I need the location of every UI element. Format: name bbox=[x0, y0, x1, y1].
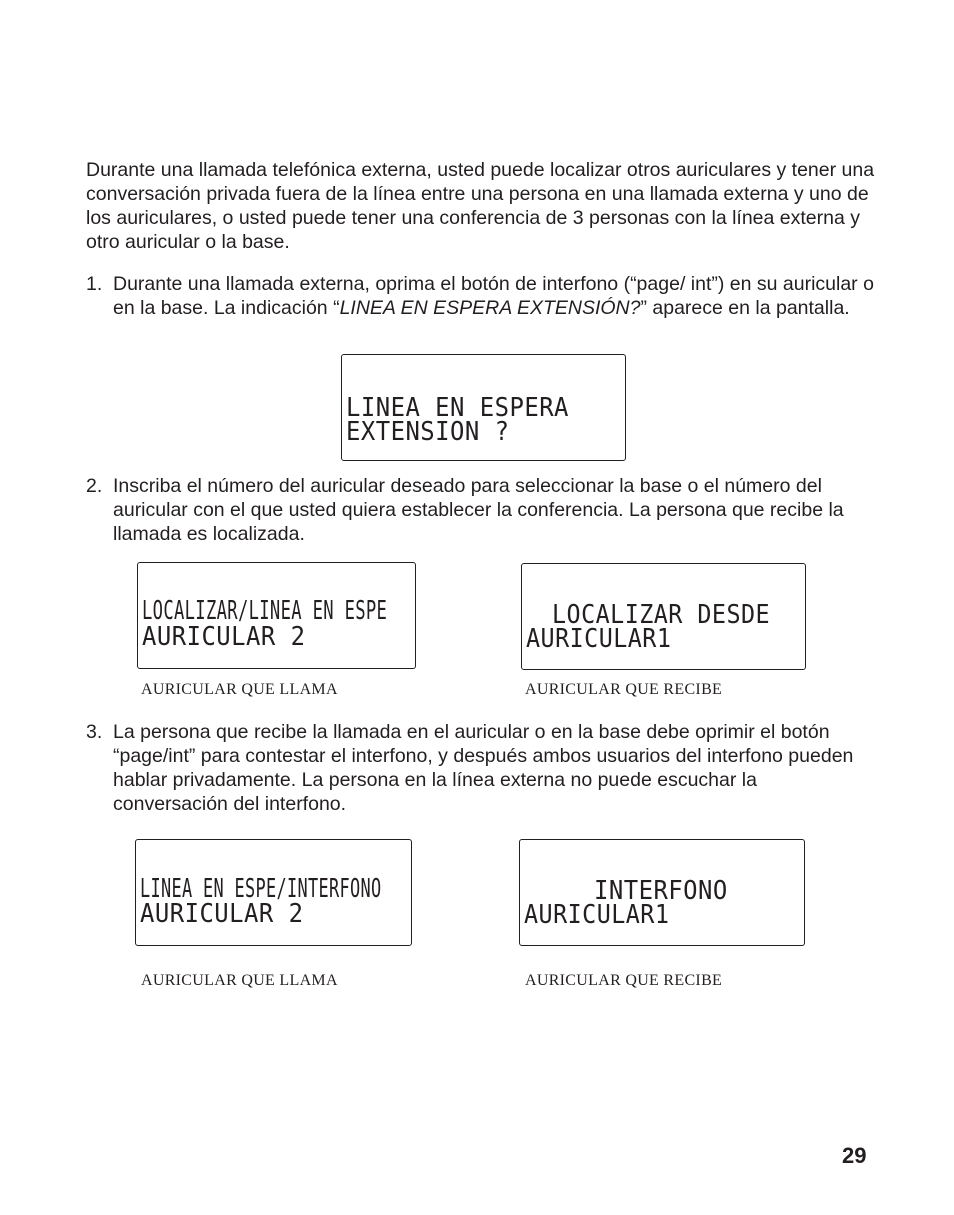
caption-calling-handset: AURICULAR QUE LLAMA bbox=[141, 681, 338, 698]
lcd-line-1: LOCALIZAR/LINEA EN ESPE bbox=[142, 596, 388, 626]
lcd-display-hold bbox=[341, 354, 626, 461]
step-number: 1. bbox=[86, 273, 103, 295]
step-3 bbox=[86, 720, 876, 816]
lcd-display-receiving-intercom bbox=[519, 839, 805, 946]
step-number: 2. bbox=[86, 475, 103, 497]
caption-receiving-handset: AURICULAR QUE RECIBE bbox=[525, 972, 723, 989]
caption-receiving-handset: AURICULAR QUE RECIBE bbox=[525, 681, 723, 698]
step-number: 3. bbox=[86, 721, 103, 743]
lcd-display-calling-page bbox=[137, 562, 416, 669]
lcd-line-2: EXTENSION ? bbox=[346, 417, 510, 447]
lcd-line-2: AURICULAR 2 bbox=[142, 622, 306, 652]
step-1 bbox=[86, 272, 876, 320]
step-italic-text: LINEA EN ESPERA EXTENSIÓN? bbox=[339, 297, 641, 319]
lcd-display-receiving-page bbox=[521, 563, 806, 670]
lcd-line-1: INTERFONO bbox=[594, 876, 728, 906]
step-text: Durante una llamada externa, oprima el botón de interfono (“page/ int”) en su auricular o en la base. La indicación “LINEA EN ESPERA EXTENSIÓN?” aparece en la pantalla. bbox=[113, 273, 874, 319]
step-text: La persona que recibe la llamada en el auricular o en la base debe oprimir el botón “page/int” para contestar el interfono, y después ambos usuarios del interfono pueden hablar privadamente. La persona en la línea externa no puede escuchar la conversación del interfono. bbox=[113, 721, 854, 815]
lcd-line-2: AURICULAR1 bbox=[524, 900, 670, 930]
intro-paragraph: Durante una llamada telefónica externa, usted puede localizar otros auriculares y tener una conversación privada fuera de la línea entre una persona en una llamada externa y uno de los auriculares, o usted puede tener una conferencia de 3 personas con la línea externa y otro auricular o la base. bbox=[86, 159, 875, 253]
lcd-line-1: LINEA EN ESPERA bbox=[346, 393, 569, 423]
step-2 bbox=[86, 474, 876, 546]
step-text: Inscriba el número del auricular deseado para seleccionar la base o el número del auricular con el que usted quiera establecer la conferencia. La persona que recibe la llamada es localizada. bbox=[113, 475, 844, 545]
lcd-line-1: LOCALIZAR DESDE bbox=[552, 600, 771, 630]
caption-calling-handset: AURICULAR QUE LLAMA bbox=[141, 972, 338, 989]
lcd-line-1: LINEA EN ESPE/INTERFONO bbox=[140, 874, 382, 904]
lcd-line-2: AURICULAR 2 bbox=[140, 899, 304, 929]
lcd-display-calling-intercom bbox=[135, 839, 412, 946]
lcd-line-2: AURICULAR1 bbox=[526, 624, 672, 654]
page-number: 29 bbox=[842, 1143, 867, 1168]
